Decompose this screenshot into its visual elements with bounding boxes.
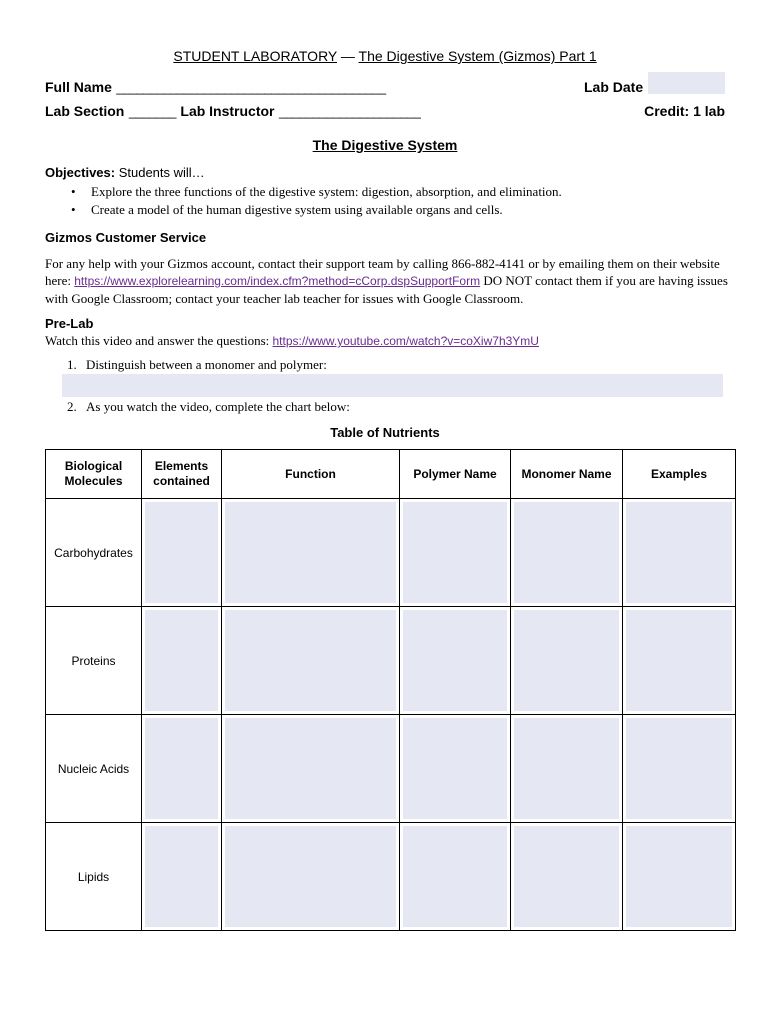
answer-cell[interactable] xyxy=(511,823,623,931)
cell-fill[interactable] xyxy=(225,826,396,927)
cell-fill[interactable] xyxy=(626,718,732,819)
prelab-instruction: Watch this video and answer the questions: xyxy=(45,333,273,348)
answer-cell[interactable] xyxy=(400,499,511,607)
customer-service-paragraph xyxy=(45,255,735,307)
cell-fill[interactable] xyxy=(225,718,396,819)
customer-service-text: For any help with your Gizmos account, contact their support team by calling 866-882-4141 or by emailing them on their website here: xyxy=(45,256,720,288)
cell-fill[interactable] xyxy=(403,718,507,819)
credit-label: Credit: 1 lab xyxy=(644,103,725,119)
answer-cell[interactable] xyxy=(511,715,623,823)
cell-fill[interactable] xyxy=(403,826,507,927)
objectives-label: Objectives: xyxy=(45,165,116,180)
video-link[interactable]: https://www.youtube.com/watch?v=coXiw7h3YmU xyxy=(272,334,539,348)
lab-section-field[interactable]: _______ xyxy=(128,104,176,119)
table-row xyxy=(46,499,736,607)
support-form-link[interactable]: https://www.explorelearning.com/index.cfm?method=cCorp.dspSupportForm xyxy=(74,274,481,288)
cell-fill[interactable] xyxy=(403,610,507,711)
nutrients-table xyxy=(45,449,736,931)
section-title: The Digestive System xyxy=(312,137,458,153)
answer-cell[interactable] xyxy=(142,823,222,931)
question-2-text: As you watch the video, complete the chart below: xyxy=(86,399,350,414)
column-header: Biological Molecules xyxy=(46,450,142,499)
answer-cell[interactable] xyxy=(400,715,511,823)
column-header: Function xyxy=(222,450,400,499)
cell-fill[interactable] xyxy=(626,502,732,603)
objective-item: • Explore the three functions of the digestive system: digestion, absorption, and elimination. xyxy=(91,183,735,201)
full-name-row xyxy=(45,79,386,97)
prelab-instruction-line xyxy=(45,332,539,350)
document-title xyxy=(0,48,770,64)
column-header: Polymer Name xyxy=(400,450,511,499)
question-1-answer-field[interactable] xyxy=(62,374,723,397)
column-header: Examples xyxy=(623,450,736,499)
answer-cell[interactable] xyxy=(222,607,400,715)
answer-cell[interactable] xyxy=(142,715,222,823)
row-label: Proteins xyxy=(46,607,142,715)
cell-fill[interactable] xyxy=(403,502,507,603)
full-name-field[interactable]: ________________________________________ xyxy=(116,80,386,95)
table-row xyxy=(46,823,736,931)
cell-fill[interactable] xyxy=(514,718,619,819)
objectives-intro: Students will… xyxy=(115,165,205,180)
answer-cell[interactable] xyxy=(142,607,222,715)
answer-cell[interactable] xyxy=(623,607,736,715)
lab-date-field[interactable] xyxy=(648,72,725,94)
cell-fill[interactable] xyxy=(626,610,732,711)
question-1-number: 1. xyxy=(67,357,77,372)
answer-cell[interactable] xyxy=(623,823,736,931)
row-label: Nucleic Acids xyxy=(46,715,142,823)
answer-cell[interactable] xyxy=(222,715,400,823)
cell-fill[interactable] xyxy=(225,502,396,603)
table-row xyxy=(46,607,736,715)
answer-cell[interactable] xyxy=(623,499,736,607)
answer-cell[interactable] xyxy=(511,607,623,715)
answer-cell[interactable] xyxy=(400,607,511,715)
cell-fill[interactable] xyxy=(514,502,619,603)
objectives-line xyxy=(45,164,205,182)
question-1 xyxy=(67,356,327,373)
table-caption: Table of Nutrients xyxy=(330,425,440,440)
lab-instructor-label: Lab Instructor xyxy=(180,103,275,119)
question-1-text: Distinguish between a monomer and polymer: xyxy=(86,357,327,372)
cell-fill[interactable] xyxy=(145,826,218,927)
customer-service-warning: DO NOT contact them if you are having issues with Google Classroom; contact your teacher lab teacher for issues with Google Classroom. xyxy=(45,273,728,306)
cell-fill[interactable] xyxy=(145,610,218,711)
answer-cell[interactable] xyxy=(623,715,736,823)
title-main: The Digestive System (Gizmos) Part 1 xyxy=(358,48,597,64)
cell-fill[interactable] xyxy=(626,826,732,927)
lab-section-row xyxy=(45,103,420,121)
question-2 xyxy=(67,398,350,415)
prelab-heading: Pre-Lab xyxy=(45,316,94,331)
cell-fill[interactable] xyxy=(514,610,619,711)
cell-fill[interactable] xyxy=(145,502,218,603)
cell-fill[interactable] xyxy=(145,718,218,819)
column-header: Monomer Name xyxy=(511,450,623,499)
cell-fill[interactable] xyxy=(225,610,396,711)
cell-fill[interactable] xyxy=(514,826,619,927)
title-prefix: STUDENT LABORATORY xyxy=(173,48,338,64)
row-label: Carbohydrates xyxy=(46,499,142,607)
answer-cell[interactable] xyxy=(511,499,623,607)
answer-cell[interactable] xyxy=(400,823,511,931)
lab-date-label: Lab Date xyxy=(584,79,644,95)
title-dash: — xyxy=(337,48,359,64)
answer-cell[interactable] xyxy=(142,499,222,607)
lab-instructor-field[interactable]: _____________________ xyxy=(278,104,421,119)
objectives-list xyxy=(45,183,735,219)
table-row xyxy=(46,715,736,823)
question-2-number: 2. xyxy=(67,399,77,414)
column-header: Elements contained xyxy=(142,450,222,499)
customer-service-heading: Gizmos Customer Service xyxy=(45,230,207,245)
full-name-label: Full Name xyxy=(45,79,112,95)
answer-cell[interactable] xyxy=(222,499,400,607)
lab-section-label: Lab Section xyxy=(45,103,125,119)
row-label: Lipids xyxy=(46,823,142,931)
objective-item: • Create a model of the human digestive system using available organs and cells. xyxy=(91,201,735,219)
answer-cell[interactable] xyxy=(222,823,400,931)
table-header-row xyxy=(46,450,736,499)
